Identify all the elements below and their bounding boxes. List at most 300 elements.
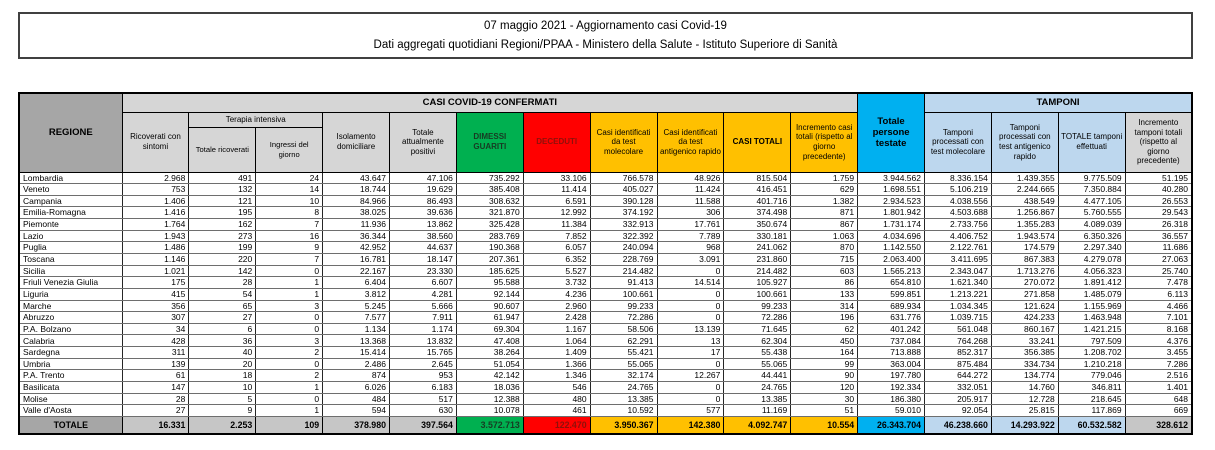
data-cell: 4.281 bbox=[390, 288, 457, 300]
data-cell: 147 bbox=[122, 382, 189, 394]
data-cell: 34 bbox=[122, 323, 189, 335]
data-cell: 1.167 bbox=[523, 323, 590, 335]
data-cell: 1.366 bbox=[523, 358, 590, 370]
table-row bbox=[19, 172, 1192, 184]
table-row bbox=[19, 335, 1192, 347]
data-cell: 6.350.326 bbox=[1058, 230, 1125, 242]
data-cell: 405.027 bbox=[590, 184, 657, 196]
table-row bbox=[19, 347, 1192, 359]
data-cell: 271.858 bbox=[991, 288, 1058, 300]
region-name: Lazio bbox=[19, 230, 122, 242]
data-cell: 1.759 bbox=[791, 172, 858, 184]
data-cell: 10 bbox=[189, 382, 256, 394]
data-cell: 6.607 bbox=[390, 277, 457, 289]
data-cell: 374.192 bbox=[590, 207, 657, 219]
data-cell: 24.765 bbox=[590, 382, 657, 394]
data-cell: 14.760 bbox=[991, 382, 1058, 394]
data-cell: 2.343.047 bbox=[925, 265, 992, 277]
region-name: P.A. Trento bbox=[19, 370, 122, 382]
data-cell: 214.482 bbox=[590, 265, 657, 277]
data-cell: 117.869 bbox=[1058, 405, 1125, 417]
data-cell: 461 bbox=[523, 405, 590, 417]
data-cell: 42.142 bbox=[456, 370, 523, 382]
data-cell: 4.236 bbox=[523, 288, 590, 300]
data-cell: 17.761 bbox=[657, 219, 724, 231]
data-cell: 197.780 bbox=[858, 370, 925, 382]
table-row bbox=[19, 184, 1192, 196]
data-cell: 14 bbox=[256, 184, 323, 196]
data-cell: 54 bbox=[189, 288, 256, 300]
header-terapia-row bbox=[19, 112, 1192, 127]
data-cell: 0 bbox=[256, 323, 323, 335]
data-cell: 90.607 bbox=[456, 300, 523, 312]
data-cell: 27 bbox=[189, 312, 256, 324]
data-cell: 1.421.215 bbox=[1058, 323, 1125, 335]
data-cell: 321.870 bbox=[456, 207, 523, 219]
data-cell: 190.368 bbox=[456, 242, 523, 254]
data-cell: 99.233 bbox=[724, 300, 791, 312]
data-cell: 174.579 bbox=[991, 242, 1058, 254]
data-cell: 6.591 bbox=[523, 195, 590, 207]
data-cell: 4.279.078 bbox=[1058, 253, 1125, 265]
data-cell: 356 bbox=[122, 300, 189, 312]
covid-data-table bbox=[18, 92, 1193, 435]
group-header-tamponi: TAMPONI bbox=[925, 93, 1193, 112]
data-cell: 214.482 bbox=[724, 265, 791, 277]
data-cell: 55.065 bbox=[590, 358, 657, 370]
data-cell: 12.728 bbox=[991, 393, 1058, 405]
data-cell: 11.384 bbox=[523, 219, 590, 231]
data-cell: 1.134 bbox=[323, 323, 390, 335]
table-row bbox=[19, 230, 1192, 242]
data-cell: 99 bbox=[791, 358, 858, 370]
data-cell: 390.128 bbox=[590, 195, 657, 207]
data-cell: 175 bbox=[122, 277, 189, 289]
data-cell: 871 bbox=[791, 207, 858, 219]
data-cell: 55.421 bbox=[590, 347, 657, 359]
total-cell: 26.343.704 bbox=[858, 416, 925, 434]
data-cell: 218.645 bbox=[1058, 393, 1125, 405]
data-cell: 51.054 bbox=[456, 358, 523, 370]
table-row bbox=[19, 393, 1192, 405]
data-cell: 322.392 bbox=[590, 230, 657, 242]
data-cell: 1.210.218 bbox=[1058, 358, 1125, 370]
table-footer bbox=[19, 416, 1192, 434]
data-cell: 630 bbox=[390, 405, 457, 417]
data-cell: 1.416 bbox=[122, 207, 189, 219]
data-cell: 4.056.323 bbox=[1058, 265, 1125, 277]
column-header-incremento-tamponi: Incremento tamponi totali (rispetto al giorno precedente) bbox=[1125, 112, 1192, 172]
data-cell: 0 bbox=[657, 288, 724, 300]
column-header-regione: REGIONE bbox=[19, 93, 122, 172]
data-cell: 0 bbox=[256, 358, 323, 370]
data-cell: 13.385 bbox=[590, 393, 657, 405]
data-cell: 2.297.340 bbox=[1058, 242, 1125, 254]
data-cell: 36.344 bbox=[323, 230, 390, 242]
data-cell: 36 bbox=[189, 335, 256, 347]
data-cell: 428 bbox=[122, 335, 189, 347]
data-cell: 48.926 bbox=[657, 172, 724, 184]
data-cell: 40 bbox=[189, 347, 256, 359]
data-cell: 735.292 bbox=[456, 172, 523, 184]
data-cell: 13.368 bbox=[323, 335, 390, 347]
data-cell: 11.169 bbox=[724, 405, 791, 417]
data-cell: 0 bbox=[256, 312, 323, 324]
data-cell: 314 bbox=[791, 300, 858, 312]
data-cell: 401.716 bbox=[724, 195, 791, 207]
data-cell: 9 bbox=[189, 405, 256, 417]
data-cell: 38.025 bbox=[323, 207, 390, 219]
table-row bbox=[19, 207, 1192, 219]
data-cell: 1.621.340 bbox=[925, 277, 992, 289]
data-cell: 8.336.154 bbox=[925, 172, 992, 184]
data-cell: 6.404 bbox=[323, 277, 390, 289]
data-cell: 629 bbox=[791, 184, 858, 196]
column-header-tamponi-totale: TOTALE tamponi effettuati bbox=[1058, 112, 1125, 172]
data-cell: 23.330 bbox=[390, 265, 457, 277]
data-cell: 0 bbox=[657, 382, 724, 394]
data-cell: 92.054 bbox=[925, 405, 992, 417]
data-cell: 415 bbox=[122, 288, 189, 300]
data-cell: 689.934 bbox=[858, 300, 925, 312]
data-cell: 55.438 bbox=[724, 347, 791, 359]
data-cell: 72.286 bbox=[724, 312, 791, 324]
data-cell: 3.812 bbox=[323, 288, 390, 300]
data-cell: 18 bbox=[189, 370, 256, 382]
data-cell: 7.101 bbox=[1125, 312, 1192, 324]
total-cell: 2.253 bbox=[189, 416, 256, 434]
data-cell: 61 bbox=[122, 370, 189, 382]
data-cell: 92.144 bbox=[456, 288, 523, 300]
data-cell: 2.733.756 bbox=[925, 219, 992, 231]
data-cell: 363.004 bbox=[858, 358, 925, 370]
data-cell: 1 bbox=[256, 277, 323, 289]
data-cell: 39.636 bbox=[390, 207, 457, 219]
total-cell: 10.554 bbox=[791, 416, 858, 434]
group-header-terapia-intensiva: Terapia intensiva bbox=[189, 112, 323, 127]
data-cell: 142 bbox=[189, 265, 256, 277]
data-cell: 0 bbox=[256, 393, 323, 405]
data-cell: 669 bbox=[1125, 405, 1192, 417]
data-cell: 6.183 bbox=[390, 382, 457, 394]
data-cell: 29.543 bbox=[1125, 207, 1192, 219]
data-cell: 1.463.948 bbox=[1058, 312, 1125, 324]
region-name: Friuli Venezia Giulia bbox=[19, 277, 122, 289]
data-cell: 120 bbox=[791, 382, 858, 394]
column-header-casi-antigenico: Casi identificati da test antigenico rapido bbox=[657, 112, 724, 172]
data-cell: 424.233 bbox=[991, 312, 1058, 324]
table-row bbox=[19, 370, 1192, 382]
data-cell: 13.385 bbox=[724, 393, 791, 405]
region-name: Liguria bbox=[19, 288, 122, 300]
data-cell: 9.775.509 bbox=[1058, 172, 1125, 184]
group-header-casi-confermati: CASI COVID-19 CONFERMATI bbox=[122, 93, 858, 112]
data-cell: 766.578 bbox=[590, 172, 657, 184]
data-cell: 450 bbox=[791, 335, 858, 347]
data-cell: 133 bbox=[791, 288, 858, 300]
table-row bbox=[19, 195, 1192, 207]
data-cell: 205.917 bbox=[925, 393, 992, 405]
data-cell: 42.952 bbox=[323, 242, 390, 254]
data-cell: 654.810 bbox=[858, 277, 925, 289]
data-cell: 24 bbox=[256, 172, 323, 184]
data-cell: 5.527 bbox=[523, 265, 590, 277]
data-cell: 84.966 bbox=[323, 195, 390, 207]
data-cell: 311 bbox=[122, 347, 189, 359]
data-cell: 16.781 bbox=[323, 253, 390, 265]
data-cell: 385.408 bbox=[456, 184, 523, 196]
total-cell: 122.470 bbox=[523, 416, 590, 434]
total-row bbox=[19, 416, 1192, 434]
data-cell: 7.286 bbox=[1125, 358, 1192, 370]
region-name: Piemonte bbox=[19, 219, 122, 231]
data-cell: 51 bbox=[791, 405, 858, 417]
data-cell: 1.764 bbox=[122, 219, 189, 231]
table-row bbox=[19, 382, 1192, 394]
data-cell: 332.913 bbox=[590, 219, 657, 231]
data-cell: 1.401 bbox=[1125, 382, 1192, 394]
column-header-incremento-casi: Incremento casi totali (rispetto al giorno precedente) bbox=[791, 112, 858, 172]
data-cell: 26.553 bbox=[1125, 195, 1192, 207]
total-cell: 14.293.922 bbox=[991, 416, 1058, 434]
data-cell: 325.428 bbox=[456, 219, 523, 231]
data-cell: 867.383 bbox=[991, 253, 1058, 265]
data-cell: 594 bbox=[323, 405, 390, 417]
data-cell: 8.168 bbox=[1125, 323, 1192, 335]
data-cell: 1.382 bbox=[791, 195, 858, 207]
data-cell: 4.477.105 bbox=[1058, 195, 1125, 207]
data-cell: 737.084 bbox=[858, 335, 925, 347]
data-cell: 270.072 bbox=[991, 277, 1058, 289]
data-cell: 132 bbox=[189, 184, 256, 196]
data-cell: 1.063 bbox=[791, 230, 858, 242]
data-cell: 1.213.221 bbox=[925, 288, 992, 300]
data-cell: 2.063.400 bbox=[858, 253, 925, 265]
data-cell: 860.167 bbox=[991, 323, 1058, 335]
total-cell: 109 bbox=[256, 416, 323, 434]
data-cell: 3.455 bbox=[1125, 347, 1192, 359]
data-cell: 240.094 bbox=[590, 242, 657, 254]
report-subtitle: Dati aggregati quotidiani Regioni/PPAA - Ministero della Salute - Istituto Superiore di Sanità bbox=[373, 38, 838, 51]
data-cell: 1.021 bbox=[122, 265, 189, 277]
data-cell: 11.686 bbox=[1125, 242, 1192, 254]
data-cell: 603 bbox=[791, 265, 858, 277]
data-cell: 220 bbox=[189, 253, 256, 265]
data-cell: 1 bbox=[256, 405, 323, 417]
data-cell: 797.509 bbox=[1058, 335, 1125, 347]
data-cell: 875.484 bbox=[925, 358, 992, 370]
data-cell: 1.891.412 bbox=[1058, 277, 1125, 289]
data-cell: 283.769 bbox=[456, 230, 523, 242]
column-header-persone-testate: Totale persone testate bbox=[858, 93, 925, 172]
data-cell: 69.304 bbox=[456, 323, 523, 335]
data-cell: 121 bbox=[189, 195, 256, 207]
data-cell: 20 bbox=[189, 358, 256, 370]
data-cell: 1 bbox=[256, 288, 323, 300]
data-cell: 7.478 bbox=[1125, 277, 1192, 289]
region-name: Calabria bbox=[19, 335, 122, 347]
data-cell: 47.408 bbox=[456, 335, 523, 347]
data-cell: 308.632 bbox=[456, 195, 523, 207]
data-cell: 4.466 bbox=[1125, 300, 1192, 312]
data-cell: 5.106.219 bbox=[925, 184, 992, 196]
total-cell: 378.980 bbox=[323, 416, 390, 434]
table-body bbox=[19, 172, 1192, 416]
data-cell: 1.565.213 bbox=[858, 265, 925, 277]
data-cell: 0 bbox=[256, 265, 323, 277]
data-cell: 6.352 bbox=[523, 253, 590, 265]
data-cell: 199 bbox=[189, 242, 256, 254]
data-cell: 1.355.283 bbox=[991, 219, 1058, 231]
total-cell: 4.092.747 bbox=[724, 416, 791, 434]
data-cell: 11.414 bbox=[523, 184, 590, 196]
data-cell: 401.242 bbox=[858, 323, 925, 335]
data-cell: 38.264 bbox=[456, 347, 523, 359]
data-cell: 4.406.752 bbox=[925, 230, 992, 242]
data-cell: 1.943.574 bbox=[991, 230, 1058, 242]
table-row bbox=[19, 300, 1192, 312]
column-header-dimessi-guariti: DIMESSI GUARITI bbox=[456, 112, 523, 172]
data-cell: 631.776 bbox=[858, 312, 925, 324]
data-cell: 192.334 bbox=[858, 382, 925, 394]
total-cell: 3.950.367 bbox=[590, 416, 657, 434]
data-cell: 0 bbox=[657, 265, 724, 277]
data-cell: 28 bbox=[122, 393, 189, 405]
data-cell: 9 bbox=[256, 242, 323, 254]
data-cell: 5 bbox=[189, 393, 256, 405]
data-cell: 648 bbox=[1125, 393, 1192, 405]
data-cell: 2.968 bbox=[122, 172, 189, 184]
data-cell: 870 bbox=[791, 242, 858, 254]
data-cell: 62.291 bbox=[590, 335, 657, 347]
data-cell: 3.411.695 bbox=[925, 253, 992, 265]
data-cell: 86.493 bbox=[390, 195, 457, 207]
data-cell: 62.304 bbox=[724, 335, 791, 347]
data-cell: 10 bbox=[256, 195, 323, 207]
data-cell: 51.195 bbox=[1125, 172, 1192, 184]
data-cell: 273 bbox=[189, 230, 256, 242]
column-header-casi-totali: CASI TOTALI bbox=[724, 112, 791, 172]
data-cell: 3.091 bbox=[657, 253, 724, 265]
data-cell: 968 bbox=[657, 242, 724, 254]
table-row bbox=[19, 312, 1192, 324]
data-cell: 7.789 bbox=[657, 230, 724, 242]
data-cell: 55.065 bbox=[724, 358, 791, 370]
region-name: Marche bbox=[19, 300, 122, 312]
region-name: Basilicata bbox=[19, 382, 122, 394]
data-cell: 1.346 bbox=[523, 370, 590, 382]
data-cell: 356.385 bbox=[991, 347, 1058, 359]
region-name: Campania bbox=[19, 195, 122, 207]
column-header-totale-ricoverati: Totale ricoverati bbox=[189, 127, 256, 172]
data-cell: 1.406 bbox=[122, 195, 189, 207]
data-cell: 100.661 bbox=[590, 288, 657, 300]
data-cell: 416.451 bbox=[724, 184, 791, 196]
data-cell: 2.428 bbox=[523, 312, 590, 324]
data-cell: 852.317 bbox=[925, 347, 992, 359]
total-cell: 328.612 bbox=[1125, 416, 1192, 434]
data-cell: 11.588 bbox=[657, 195, 724, 207]
table-row bbox=[19, 358, 1192, 370]
table-row bbox=[19, 219, 1192, 231]
data-cell: 374.498 bbox=[724, 207, 791, 219]
data-cell: 90 bbox=[791, 370, 858, 382]
data-cell: 33.241 bbox=[991, 335, 1058, 347]
column-header-isolamento: Isolamento domiciliare bbox=[323, 112, 390, 172]
data-cell: 713.888 bbox=[858, 347, 925, 359]
data-cell: 0 bbox=[657, 393, 724, 405]
data-cell: 13.832 bbox=[390, 335, 457, 347]
data-cell: 330.181 bbox=[724, 230, 791, 242]
data-cell: 186.380 bbox=[858, 393, 925, 405]
data-cell: 0 bbox=[657, 358, 724, 370]
data-cell: 18.036 bbox=[456, 382, 523, 394]
data-cell: 13.862 bbox=[390, 219, 457, 231]
report-title: 07 maggio 2021 - Aggiornamento casi Covid-19 bbox=[484, 20, 727, 33]
data-cell: 231.860 bbox=[724, 253, 791, 265]
data-cell: 1.174 bbox=[390, 323, 457, 335]
total-label: TOTALE bbox=[19, 416, 122, 434]
data-cell: 1.208.702 bbox=[1058, 347, 1125, 359]
region-name: Toscana bbox=[19, 253, 122, 265]
region-name: Lombardia bbox=[19, 172, 122, 184]
data-cell: 4.089.039 bbox=[1058, 219, 1125, 231]
data-cell: 764.268 bbox=[925, 335, 992, 347]
data-cell: 17 bbox=[657, 347, 724, 359]
data-cell: 953 bbox=[390, 370, 457, 382]
data-cell: 59.010 bbox=[858, 405, 925, 417]
data-cell: 7 bbox=[256, 253, 323, 265]
data-cell: 1.155.969 bbox=[1058, 300, 1125, 312]
data-cell: 65 bbox=[189, 300, 256, 312]
table-row bbox=[19, 323, 1192, 335]
data-cell: 32.174 bbox=[590, 370, 657, 382]
data-cell: 18.744 bbox=[323, 184, 390, 196]
data-cell: 22.167 bbox=[323, 265, 390, 277]
data-cell: 13.139 bbox=[657, 323, 724, 335]
data-cell: 11.936 bbox=[323, 219, 390, 231]
data-cell: 8 bbox=[256, 207, 323, 219]
data-cell: 334.734 bbox=[991, 358, 1058, 370]
column-header-casi-molecolare: Casi identificati da test molecolare bbox=[590, 112, 657, 172]
data-cell: 71.645 bbox=[724, 323, 791, 335]
data-cell: 26.318 bbox=[1125, 219, 1192, 231]
data-cell: 16 bbox=[256, 230, 323, 242]
data-cell: 307 bbox=[122, 312, 189, 324]
table-row bbox=[19, 253, 1192, 265]
data-cell: 1.731.174 bbox=[858, 219, 925, 231]
data-cell: 11.424 bbox=[657, 184, 724, 196]
data-cell: 577 bbox=[657, 405, 724, 417]
data-cell: 91.413 bbox=[590, 277, 657, 289]
data-cell: 4.038.556 bbox=[925, 195, 992, 207]
header-group-row bbox=[19, 93, 1192, 112]
data-cell: 33.106 bbox=[523, 172, 590, 184]
data-cell: 1.146 bbox=[122, 253, 189, 265]
data-cell: 4.503.688 bbox=[925, 207, 992, 219]
data-cell: 2.934.523 bbox=[858, 195, 925, 207]
total-cell: 60.532.582 bbox=[1058, 416, 1125, 434]
data-cell: 30 bbox=[791, 393, 858, 405]
data-cell: 15.414 bbox=[323, 347, 390, 359]
data-cell: 1.713.276 bbox=[991, 265, 1058, 277]
total-cell: 46.238.660 bbox=[925, 416, 992, 434]
column-header-attualmente-positivi: Totale attualmente positivi bbox=[390, 112, 457, 172]
data-cell: 1.409 bbox=[523, 347, 590, 359]
data-cell: 6 bbox=[189, 323, 256, 335]
data-cell: 12.992 bbox=[523, 207, 590, 219]
data-cell: 0 bbox=[657, 312, 724, 324]
